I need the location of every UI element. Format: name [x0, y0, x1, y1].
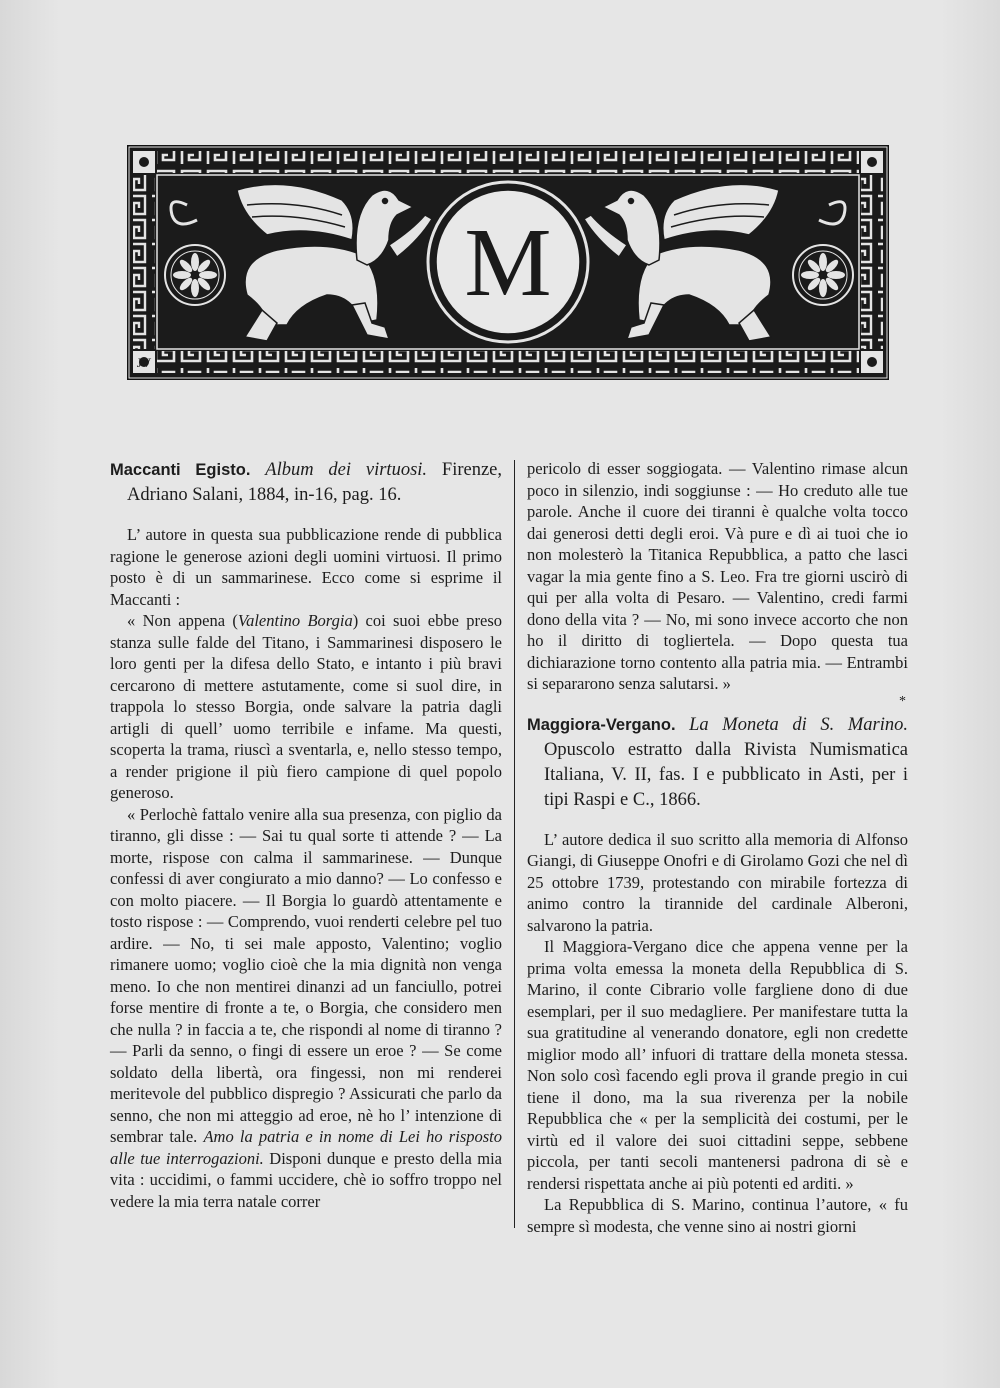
column-divider	[514, 460, 515, 1228]
entry-title: Album dei virtuosi.	[265, 460, 428, 480]
paragraph-text: « Non appena (	[127, 611, 238, 630]
italic-text: Amo la patria e in nome di Lei ho risposto alle tue interrogazioni.	[110, 1127, 502, 1168]
entry-author: Maggiora-Vergano.	[527, 715, 676, 734]
paragraph	[110, 804, 502, 1213]
left-column	[110, 458, 502, 1212]
decorative-banner	[127, 145, 889, 380]
entry-heading-maggiora	[527, 713, 908, 813]
paragraph-text: ) coi suoi ebbe preso stanza sulle falde del Titano, i Sammarinesi disposero le loro genti per la difesa dello Stato, e intanto i più bravi cercarono di mettere astutamente, come si suol dire, in trappola lo stesso Borgia, onde salvare la patria dagli artigli di quell’ uomo terribile e infame. Ma questi, scoperta la trama, riuscì a sventarla, e, nello stesso tempo, a render prigione il più fiero campione di quel popolo generoso.	[110, 611, 502, 802]
paragraph: La Repubblica di S. Marino, continua l’autore, « fu sempre sì modesta, che venne sino ai nostri giorni	[527, 1195, 908, 1236]
paragraph	[110, 610, 502, 804]
initial-letter: M	[464, 209, 552, 317]
entry-author: Maccanti Egisto.	[110, 461, 251, 479]
entry-publication: Firenze, Adriano Salani, 1884, in-16, pag. 16.	[127, 460, 503, 505]
paragraph: Il Maggiora-Vergano dice che appena venne per la prima volta emessa la moneta della Repubblica di S. Marino, il conte Cibrario volle fargliene dono di due esemplari, per il suo medagliere. Per manifestare tutta la sua gratitudine al venerando donatore, egli non credette miglior modo all’ infuori di trattare della moneta stessa. Non solo così facendo egli prova il grande pregio in cui tiene il dono, ma la sua riverenza per la nobile Repubblica che « per la semplicità dei costumi, per le virtù ed il valore dei suoi cittadini seppe, sebbene piccola, per tanti secoli mantenersi padrona di sè e rendersi rispettata anche ai più potenti ed arditi. »	[527, 937, 908, 1193]
paragraph-text: « Perlochè fattalo venire alla sua presenza, con piglio da tiranno, gli disse : — Sai tu qual sorte ti attende ? — La morte, rispose con calma il sammarinese. — Dunque confessi di aver congiurato a mio danno? — Lo confesso e con molto piacere. — Il Borgia lo guardò attentamente e tosto rispose : — Comprendo, vuoi renderti celebre pel tuo ardire. — No, ti sei male apposto, Valentino; voglio rimanere uomo; voglio cioè che la mia dignità non venga meno. Io che non mentirei dinanzi ad un fanciullo, potrei forse mentire di fronte a te, o Borgia, che considero men che nulla ? in faccia a te, che rispondi al nome di tiranno ? — Parli da senno, o fingi di essere un eroe ? — Se come soldato della libertà, ora fingessi, non mi renderei meritevole del pubblico dispregio ? Assicurati che parlo da senno, che non mi atteggio ad eroe, nè ho l’ intenzione di sembrar tale.	[110, 804, 502, 1146]
right-column	[527, 458, 908, 1237]
paragraph: L’ autore in questa sua pubblicazione rende di pubblica ragione le generose azioni degli uomini virtuosi. Il primo posto è di un sammarinese. Ecco come si esprime il Maccanti :	[110, 525, 502, 609]
paragraph: pericolo di esser soggiogata. — Valentino rimase alcun poco in silenzio, indi soggiunse : — Ho creduto alle tue parole. Anche il cuore dei tiranni è qualche volta tocco dai generosi detti degli eroi. Và pure e dì ai tuoi che io non molesterò la Titanica Repubblica, a patto che lasci vagar la mia gente fino a S. Leo. Fra tre giorni uscirò di qui per alla volta di Pesaro. — Valentino, credi farmi dono della vita ? — No, mi sono invece accorto che non ho il diritto di togliertela. — Dopo questa tua dichiarazione torno contento alla patria mia. — Entrambi si separarono senza salutarsi. »	[527, 459, 908, 693]
section-separator-star: *	[899, 693, 906, 709]
paragraph: L’ autore dedica il suo scritto alla memoria di Alfonso Giangi, di Giuseppe Onofri e di Girolamo Gozi che nel dì 25 ottobre 1739, protestando con mirabile fortezza di animo contro la tirannide del cardinale Alberoni, salvarono la patria.	[527, 829, 908, 935]
left-rosette-icon	[165, 245, 225, 305]
entry-title: La Moneta di S. Marino.	[689, 714, 908, 735]
monogram: JV	[136, 355, 152, 370]
italic-text: Valentino Borgia	[237, 611, 353, 630]
entry-heading-maccanti	[110, 458, 502, 508]
entry-publication: Opuscolo estratto dalla Rivista Numismatica Italiana, V. II, fas. I e pubblicato in Asti, per i tipi Raspi e C., 1866.	[544, 739, 908, 810]
paragraph-text: Disponi dunque e presto della mia vita : uccidimi, o fammi uccidere, chè io soffro troppo nel vedere la mia terra natale correr	[110, 1148, 502, 1211]
